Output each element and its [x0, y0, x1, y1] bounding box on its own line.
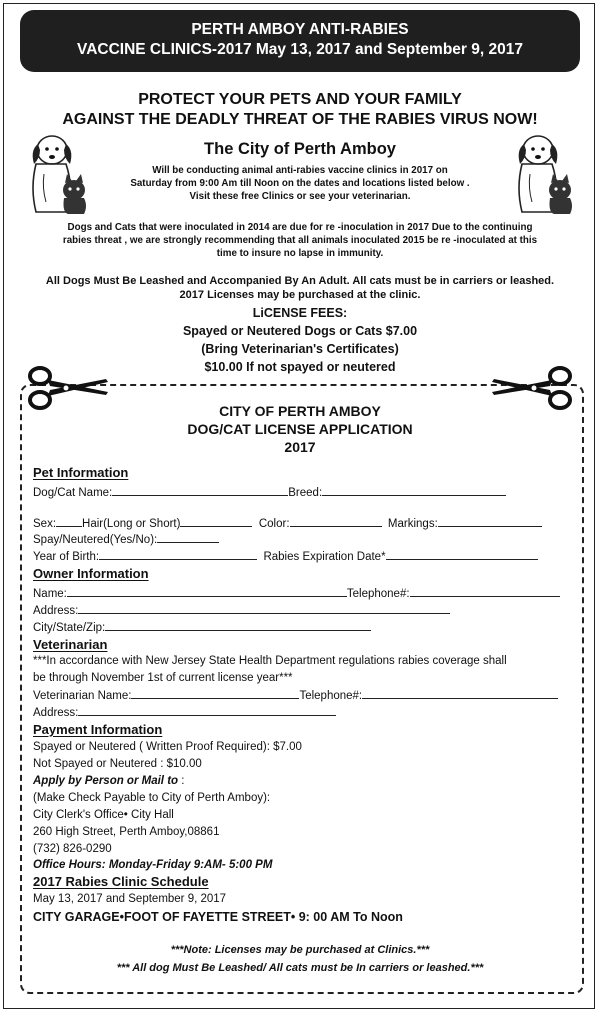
- vet-address-field[interactable]: [78, 705, 336, 716]
- spay-row: [33, 532, 219, 547]
- spay-field[interactable]: [157, 532, 219, 543]
- vet-name-label: Veterinarian Name:: [33, 690, 132, 702]
- markings-label: Markings:: [387, 518, 438, 530]
- pet-appearance-row: [33, 516, 542, 531]
- intro-text: [90, 164, 510, 203]
- city-title: The City of Perth Amboy: [204, 140, 396, 158]
- headline-line-1: PROTECT YOUR PETS AND YOUR FAMILY: [138, 91, 462, 108]
- application-title-2: DOG/CAT LICENSE APPLICATION: [187, 421, 413, 437]
- payment-line-1: Spayed or Neutered ( Written Proof Required): $7.00: [33, 741, 302, 753]
- vet-phone-label: Telephone#:: [299, 690, 363, 702]
- payment-line-5: 260 High Street, Perth Amboy,08861: [33, 826, 220, 838]
- sex-field[interactable]: [56, 516, 82, 527]
- payment-line-3: (Make Check Payable to City of Perth Amboy):: [33, 792, 271, 804]
- application-title-1: CITY OF PERTH AMBOY: [219, 403, 381, 419]
- owner-info-heading: Owner Information: [33, 566, 149, 581]
- office-hours: Office Hours: Monday-Friday 9:AM- 5:00 PM: [33, 859, 273, 871]
- notice-line-2: rabies threat , we are strongly recommending that all animals inoculated 2015 be re -inoculated at this: [62, 235, 538, 246]
- fees-line-2: (Bring Veterinarian's Certificates): [201, 342, 399, 356]
- footer-note-1: ***Note: Licenses may be purchased at Clinics.***: [170, 944, 430, 956]
- schedule-dates: May 13, 2017 and September 9, 2017: [33, 893, 227, 905]
- color-field[interactable]: [290, 516, 382, 527]
- owner-phone-field[interactable]: [410, 586, 560, 597]
- vet-name-field[interactable]: [131, 688, 299, 699]
- fees-line-1: Spayed or Neutered Dogs or Cats $7.00: [182, 324, 418, 338]
- headline-line-2: AGAINST THE DEADLY THREAT OF THE RABIES VIRUS NOW!: [62, 111, 538, 128]
- banner-line-1: PERTH AMBOY ANTI-RABIES: [191, 21, 409, 38]
- hair-label: Hair(Long or Short): [82, 518, 181, 530]
- pet-name-row: [33, 485, 506, 500]
- apply-label: Apply by Person or Mail to: [33, 775, 179, 787]
- spay-label: Spay/Neutered(Yes/No):: [33, 534, 158, 546]
- apply-colon: :: [178, 775, 185, 787]
- owner-address-field[interactable]: [78, 603, 450, 614]
- owner-address-row: [33, 603, 450, 618]
- markings-field[interactable]: [438, 516, 542, 527]
- pet-info-heading: Pet Information: [33, 465, 129, 480]
- vet-address-row: [33, 705, 336, 720]
- pet-name-field[interactable]: [112, 485, 288, 496]
- owner-address-label: Address:: [33, 605, 79, 617]
- intro-line-3: Visit these free Clinics or see your veterinarian.: [189, 191, 411, 202]
- notice-line-3: time to insure no lapse in immunity.: [216, 248, 384, 259]
- owner-name-row: [33, 586, 560, 601]
- header-banner: [20, 10, 580, 72]
- notice-line-5: 2017 Licenses may be purchased at the clinic.: [179, 289, 421, 301]
- payment-line-2: Not Spayed or Neutered : $10.00: [33, 758, 202, 770]
- intro-line-1: Will be conducting animal anti-rabies vaccine clinics in 2017 on: [152, 165, 448, 176]
- vet-address-label: Address:: [33, 707, 79, 719]
- application-year: 2017: [284, 439, 316, 455]
- breed-label: Breed:: [288, 487, 323, 499]
- fees-line-3: $10.00 If not spayed or neutered: [204, 360, 396, 374]
- rabies-expiration-label: Rabies Expiration Date*: [263, 551, 386, 563]
- footer-note-2: *** All dog Must Be Leashed/ All cats must be In carriers or leashed.***: [116, 962, 484, 974]
- fees-heading: LiCENSE FEES:: [252, 306, 348, 320]
- birth-row: [33, 549, 538, 564]
- notice-text: [18, 221, 582, 260]
- vet-name-row: [33, 688, 558, 703]
- notice-line-1: Dogs and Cats that were inoculated in 2014 are due for re -inoculation in 2017 Due to the continuing: [67, 222, 533, 233]
- leash-notice: [18, 274, 582, 302]
- vet-phone-field[interactable]: [362, 688, 558, 699]
- application-title: [0, 402, 600, 456]
- birth-field[interactable]: [99, 549, 257, 560]
- payment-line-6: (732) 826-0290: [33, 843, 112, 855]
- birth-label: Year of Birth:: [33, 551, 100, 563]
- pet-name-label: Dog/Cat Name:: [33, 487, 113, 499]
- intro-line-2: Saturday from 9:00 Am till Noon on the dates and locations listed below .: [130, 178, 470, 189]
- payment-line-4: City Clerk's Office• City Hall: [33, 809, 174, 821]
- hair-field[interactable]: [180, 516, 252, 527]
- color-label: Color:: [258, 518, 290, 530]
- owner-csz-field[interactable]: [105, 620, 371, 631]
- owner-name-field[interactable]: [67, 586, 347, 597]
- headline: [0, 90, 600, 130]
- schedule-heading: 2017 Rabies Clinic Schedule: [33, 874, 209, 889]
- breed-field[interactable]: [322, 485, 506, 496]
- veterinarian-heading: Veterinarian: [33, 637, 108, 652]
- apply-row: [33, 774, 184, 788]
- owner-name-label: Name:: [33, 588, 67, 600]
- owner-phone-label: Telephone#:: [346, 588, 410, 600]
- payment-heading: Payment Information: [33, 722, 163, 737]
- banner-line-2: VACCINE CLINICS-2017 May 13, 2017 and September 9, 2017: [77, 41, 523, 58]
- sex-label: Sex:: [33, 518, 57, 530]
- vet-note-line-1: ***In accordance with New Jersey State Health Department regulations rabies coverage shall: [33, 655, 507, 667]
- notice-line-4: All Dogs Must Be Leashed and Accompanied By An Adult. All cats must be in carriers or leashed.: [45, 275, 555, 287]
- owner-csz-label: City/State/Zip:: [33, 622, 106, 634]
- vet-note-line-2: be through November 1st of current license year***: [33, 672, 293, 684]
- rabies-expiration-field[interactable]: [386, 549, 538, 560]
- schedule-location: CITY GARAGE•FOOT OF FAYETTE STREET• 9: 00 AM To Noon: [33, 910, 403, 924]
- owner-csz-row: [33, 620, 371, 635]
